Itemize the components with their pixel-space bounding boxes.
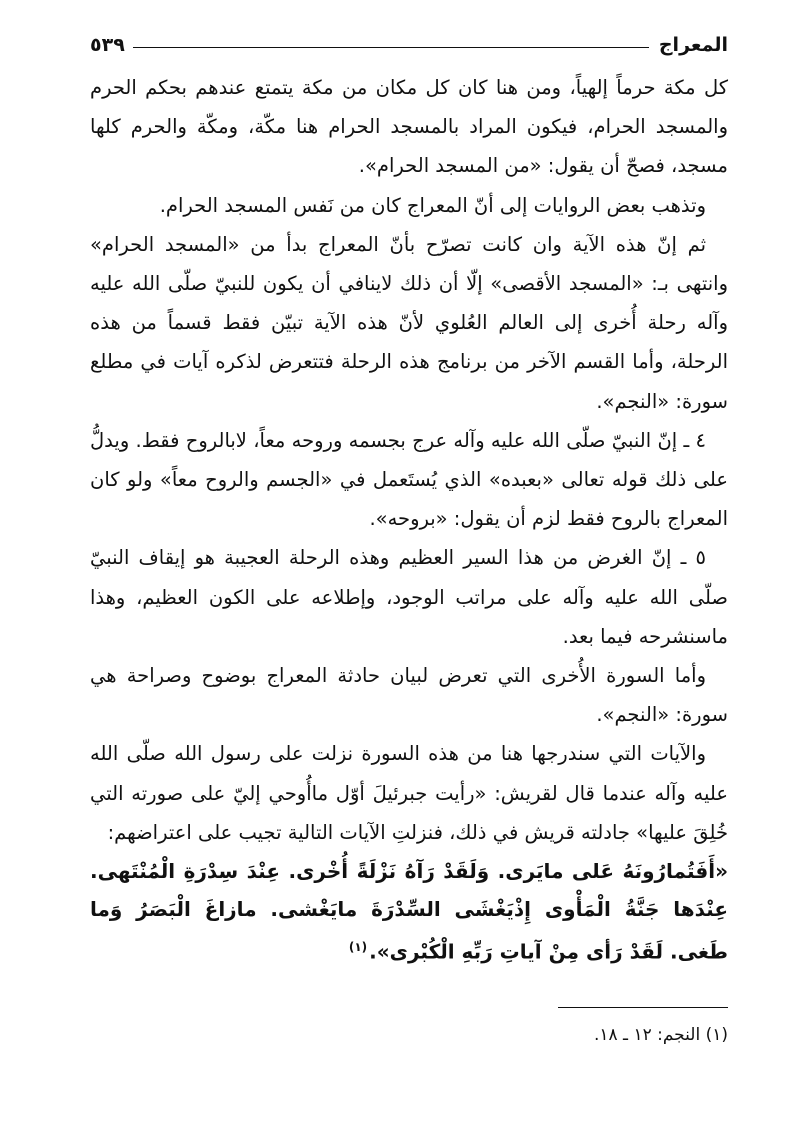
book-page [90, 28, 728, 1118]
paragraph-7: والآيات التي سندرجها هنا من هذه السورة نزلت على رسول الله صلّى الله عليه وآله عندما قال لقريش: «رأيت جبرئيلَ أوّل ماأُوحي إليّ على صورته التي خُلِقَ عليها» جادلته قريش في ذلك، فنزلتِ الآيات التالية تجيب على اعتراضهم: [90, 742, 728, 844]
paragraph-4: ٤ ـ إنّ النبيّ صلّى الله عليه وآله عرج بجسمه وروحه معاً، لابالروح فقط. ويدلُّ على ذلك قوله تعالى «بعبده» الذي يُستَعمل في «الجسم والروح معاً» ولو كان المعراج بالروح فقط لزم أن يقول: «بروحه». [90, 428, 728, 531]
footnote: (١) النجم: ١٢ ـ ١٨. [593, 1024, 728, 1045]
paragraph-5: ٥ ـ إنّ الغرض من هذا السير العظيم وهذه الرحلة العجيبة هو إيقاف النبيّ صلّى الله عليه وآله على مراتب الوجود، وإطلاعه على الكون العظيم، وهذا ماسنشرحه فيما بعد. [90, 546, 728, 648]
header-rule [133, 47, 649, 48]
paragraph-2: وتذهب بعض الروايات إلى أنّ المعراج كان من نَفس المسجد الحرام. [159, 193, 706, 217]
footnote-rule [558, 1007, 728, 1008]
paragraph-6: وأما السورة الأُخرى التي تعرض لبيان حادثة المعراج بوضوح وصراحة هي سورة: «النجم». [90, 664, 728, 727]
footnote-marker: (١) [348, 940, 368, 955]
paragraph-3: ثم إنّ هذه الآية وان كانت تصرّح بأنّ المعراج بدأ من «المسجد الحرام» وانتهى بـ: «المسجد الأقصى» إلّا أن ذلك لاينافي أن يكون للنبيّ صلّى الله عليه وآله رحلة أُخرى إلى العالم العُلوي لأنّ هذه الآية تبيّن فقط قسماً من هذه الرحلة، وأما القسم الآخر من برنامج هذه الرحلة فتتعرض لذكره آيات في مطلع سورة: «النجم». [90, 232, 728, 413]
page-body [90, 68, 728, 971]
quran-verse-text: «أَفَتُمارُونَهُ عَلى مايَرى. وَلَقَدْ رَآهُ نَزْلَةً أُخْرى. عِنْدَ سِدْرَةِ الْمُنْتَهى. عِنْدَها جَنَّةُ الْمَأْوى إِذْيَغْشَى السِّدْرَةَ مايَغْشى. مازاغَ الْبَصَرُ وَما طَغى. لَقَدْ رَأى مِنْ آياتِ رَبِّهِ الْكُبْرى». [90, 859, 728, 964]
paragraph-1: كل مكة حرماً إلهياً، ومن هنا كان كل مكان من مكة يتمتع عندهم بحكم الحرم والمسجد الحرام، فيكون المراد بالمسجد الحرام هنا مكّة، ومكّة والحرم كلها مسجد، فصحّ أن يقول: «من المسجد الحرام». [90, 76, 728, 178]
quran-verse-block [90, 852, 728, 971]
running-header [90, 28, 728, 62]
page-number: ٥٣٩ [90, 34, 125, 56]
chapter-title: المعراج [658, 34, 728, 56]
